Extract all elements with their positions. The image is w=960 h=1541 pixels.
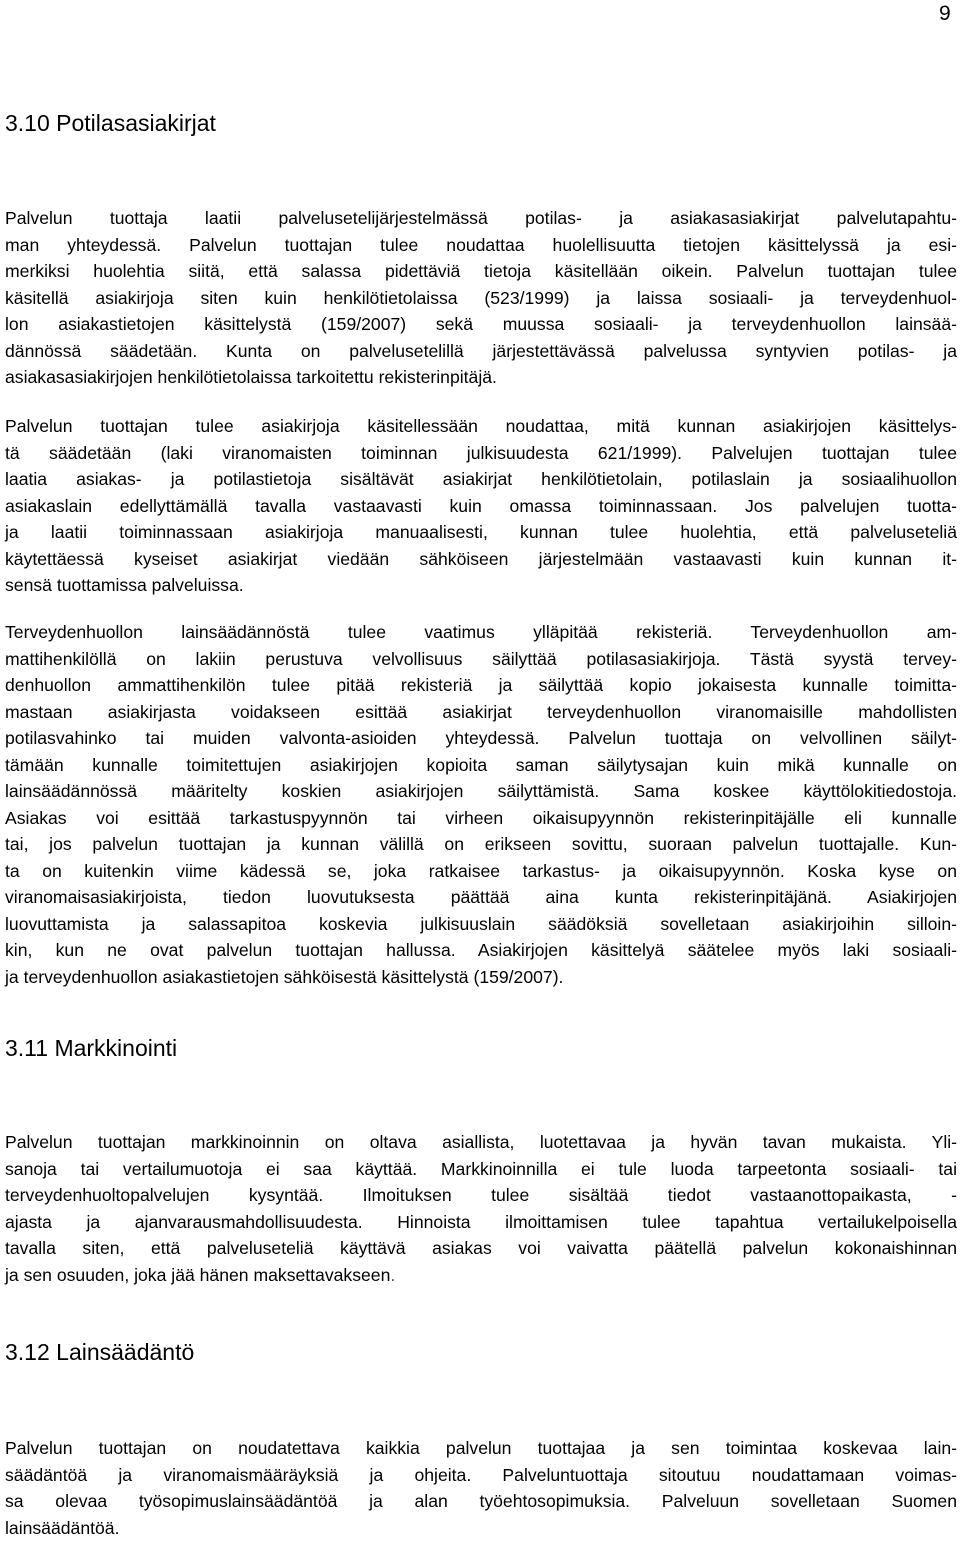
text-line xyxy=(5,1262,957,1289)
section-heading-3-11: 3.11 Markkinointi xyxy=(5,1033,177,1063)
text-line: Palvelun tuottaja laatii palvelusetelijärjestelmässä potilas- ja asiakasasiakirjat palvelutapahtu- xyxy=(5,205,957,232)
text-line: terveydenhuoltopalvelujen kysyntää. Ilmoituksen tulee sisältää tiedot vastaanottopaikasta, - xyxy=(5,1182,957,1209)
paragraph-3-11-1 xyxy=(5,1129,957,1288)
section-heading-3-12: 3.12 Lainsäädäntö xyxy=(5,1337,194,1367)
text-line: denhuollon ammattihenkilön tulee pitää rekisteriä ja säilyttää kopio jokaisesta kunnalle toimitta- xyxy=(5,672,957,699)
text-line: sa olevaa työsopimuslainsäädäntöä ja alan työehtosopimuksia. Palveluun sovelletaan Suomen xyxy=(5,1488,957,1515)
text-line: luovuttamista ja salassapitoa koskevia julkisuuslain säädöksiä sovelletaan asiakirjoihin silloin- xyxy=(5,911,957,938)
text-line: tavalla siten, että palveluseteliä käyttävä asiakas voi vaivatta päätellä palvelun kokonaishinnan xyxy=(5,1235,957,1262)
text-line: sanoja tai vertailumuotoja ei saa käyttää. Markkinoinnilla ei tule luoda tarpeetonta sosiaali- tai xyxy=(5,1156,957,1183)
page-number: 9 xyxy=(939,0,951,28)
text-line: säädäntöä ja viranomaismääräyksiä ja ohjeita. Palveluntuottaja sitoutuu noudattamaan voimas- xyxy=(5,1462,957,1489)
text-line: dännössä säädetään. Kunta on palvelusetelillä järjestettävässä palvelussa syntyvien potilas- ja xyxy=(5,338,957,365)
text-line: mattihenkilöllä on lakiin perustuva velvollisuus säilyttää potilasasiakirjoja. Tästä syystä tervey- xyxy=(5,646,957,673)
paragraph-3-12-1 xyxy=(5,1435,957,1541)
text-line: merkiksi huolehtia siitä, että salassa pidettäviä tietoja käsitellään oikein. Palvelun tuottajan tulee xyxy=(5,258,957,285)
text-line: Palvelun tuottajan tulee asiakirjoja käsitellessään noudattaa, mitä kunnan asiakirjojen käsittelys- xyxy=(5,413,957,440)
text-line: tämään kunnalle toimitettujen asiakirjojen kopioita saman säilytysajan kuin mikä kunnalle on xyxy=(5,752,957,779)
text-line: mastaan asiakirjasta voidakseen esittää asiakirjat terveydenhuollon viranomaisille mahdollisten xyxy=(5,699,957,726)
text-line: ja laatii toiminnassaan asiakirjoja manuaalisesti, kunnan tulee huolehtia, että palveluseteliä xyxy=(5,519,957,546)
text-line: tai, jos palvelun tuottajan ja kunnan välillä on erikseen sovittu, suoraan palvelun tuottajalle. Kun- xyxy=(5,831,957,858)
text-line: ajasta ja ajanvarausmahdollisuudesta. Hinnoista ilmoittamisen tulee tapahtua vertailukelpoisella xyxy=(5,1209,957,1236)
text-line: sensä tuottamissa palveluissa. xyxy=(5,572,957,599)
paragraph-3-10-2 xyxy=(5,413,957,599)
text-line: käytettäessä kyseiset asiakirjat viedään sähköiseen järjestelmään vastaavasti kuin kunnan it- xyxy=(5,546,957,573)
text-line: Terveydenhuollon lainsäädännöstä tulee vaatimus ylläpitää rekisteriä. Terveydenhuollon am- xyxy=(5,619,957,646)
text-line: Palvelun tuottajan on noudatettava kaikkia palvelun tuottajaa ja sen toimintaa koskevaa lain- xyxy=(5,1435,957,1462)
text-line: man yhteydessä. Palvelun tuottajan tulee noudattaa huolellisuutta tietojen käsittelyssä ja esi- xyxy=(5,232,957,259)
paragraph-3-10-3 xyxy=(5,619,957,990)
paragraph-3-10-1 xyxy=(5,205,957,391)
text-line: ja terveydenhuollon asiakastietojen sähköisestä käsittelystä (159/2007). xyxy=(5,964,957,991)
text-line: asiakaslain edellyttämällä tavalla vastaavasti kuin omassa toiminnassaan. Jos palvelujen tuotta- xyxy=(5,493,957,520)
text-line: laatia asiakas- ja potilastietoja sisältävät asiakirjat henkilötietolain, potilaslain ja sosiaalihuollon xyxy=(5,466,957,493)
text-line: kin, kun ne ovat palvelun tuottajan hallussa. Asiakirjojen käsittelyä säätelee myös laki sosiaali- xyxy=(5,937,957,964)
text-line: lainsäädäntöä. xyxy=(5,1515,957,1541)
text-line-content: ja sen osuuden, joka jää hänen maksettavakseen xyxy=(5,1265,390,1285)
text-line: tä säädetään (laki viranomaisten toiminnan julkisuudesta 621/1999). Palvelujen tuottajan tulee xyxy=(5,440,957,467)
text-line: käsitellä asiakirjoja siten kuin henkilötietolaissa (523/1999) ja laissa sosiaali- ja terveydenhuol- xyxy=(5,285,957,312)
text-line: potilasvahinko tai muiden valvonta-asioiden yhteydessä. Palvelun tuottaja on velvollinen säilyt- xyxy=(5,725,957,752)
text-line: viranomaisasiakirjoista, tiedon luovutuksesta päättää aina kunta rekisterinpitäjänä. Asiakirjojen xyxy=(5,884,957,911)
text-line: asiakasasiakirjojen henkilötietolaissa tarkoitettu rekisterinpitäjä. xyxy=(5,364,957,391)
text-line: ta on kuitenkin viime kädessä se, joka ratkaisee tarkastus- ja oikaisupyynnön. Koska kyse on xyxy=(5,858,957,885)
text-line: lon asiakastietojen käsittelystä (159/2007) sekä muussa sosiaali- ja terveydenhuollon lainsää- xyxy=(5,311,957,338)
text-line: Palvelun tuottajan markkinoinnin on oltava asiallista, luotettavaa ja hyvän tavan mukaista. Yli- xyxy=(5,1129,957,1156)
section-heading-3-10: 3.10 Potilasasiakirjat xyxy=(5,108,216,138)
trailing-period: . xyxy=(390,1265,395,1285)
text-line: Asiakas voi esittää tarkastuspyynnön tai virheen oikaisupyynnön rekisterinpitäjälle eli kunnalle xyxy=(5,805,957,832)
text-line: lainsäädännössä määritelty koskien asiakirjojen säilyttämistä. Sama koskee käyttölokitiedostoja. xyxy=(5,778,957,805)
